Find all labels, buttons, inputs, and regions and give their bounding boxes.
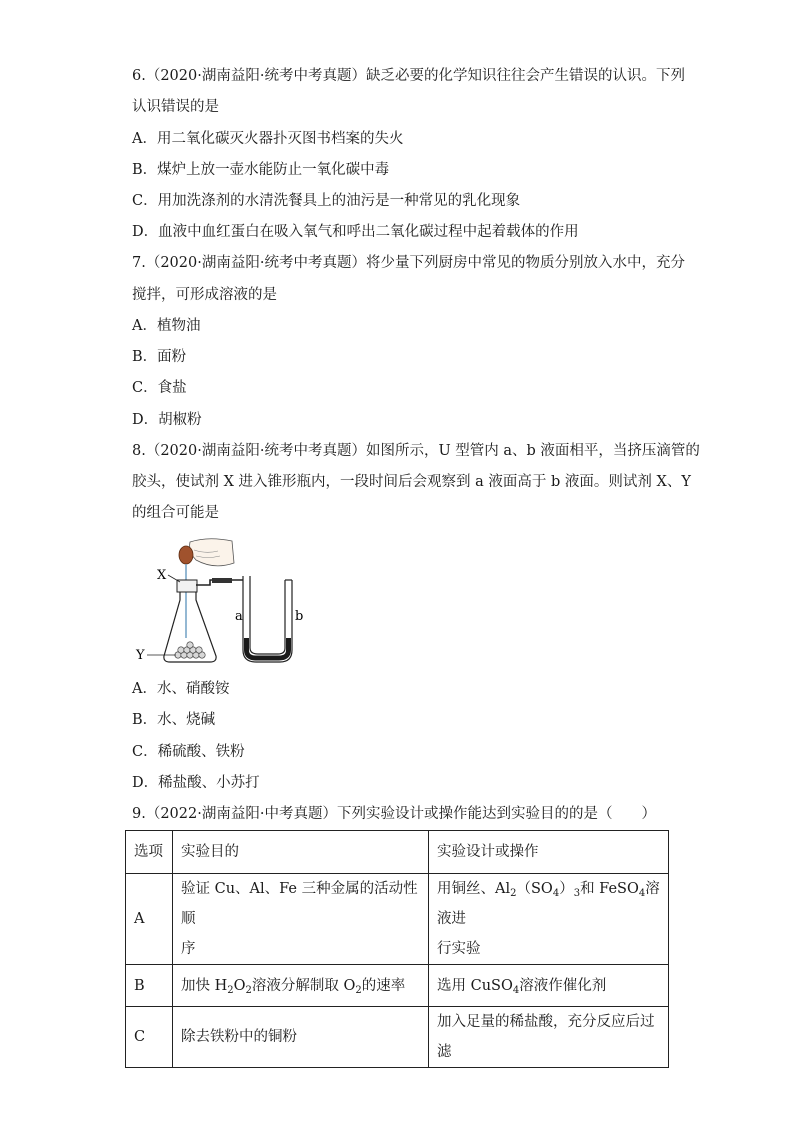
- table-row: [126, 1007, 669, 1068]
- apparatus-figure: [128, 538, 318, 668]
- row-a-option: A: [126, 874, 173, 965]
- row-c-design: 加入足量的稀盐酸，充分反应后过滤: [429, 1007, 669, 1068]
- q6-stem-line2: 认识错误的是: [132, 99, 219, 115]
- row-c-option: C: [126, 1007, 173, 1068]
- q6-option-b: B．煤炉上放一壶水能防止一氧化碳中毒: [132, 162, 390, 178]
- q6-stem-line1: 6.（2020·湖南益阳·统考中考真题）缺乏必要的化学知识往往会产生错误的认识。下列: [132, 68, 685, 84]
- row-b-purpose: 加快 $H_2O_2$溶液分解制取 $O_2$的速率: [173, 965, 429, 1007]
- q8-option-a: A．水、硝酸铵: [132, 681, 230, 697]
- table-row: [126, 965, 669, 1007]
- dropper-bulb: [179, 546, 193, 564]
- label-a: a: [235, 609, 243, 624]
- row-b-design: 选用 CuSO$_4$溶液作催化剂: [429, 965, 669, 1007]
- row-b-option: B: [126, 965, 173, 1007]
- label-y: Y: [136, 648, 145, 663]
- q7-option-c: C．食盐: [132, 380, 187, 396]
- row-a-design-line2: 行实验: [437, 941, 481, 957]
- row-c-purpose: 除去铁粉中的铜粉: [173, 1007, 429, 1068]
- header-purpose: 实验目的: [173, 831, 429, 874]
- q8-option-d: D．稀盐酸、小苏打: [132, 775, 260, 791]
- q7-stem-line1: 7.（2020·湖南益阳·统考中考真题）将少量下列厨房中常见的物质分别放入水中，充分: [132, 255, 685, 271]
- q8-stem-line3: 的组合可能是: [132, 505, 219, 521]
- label-b: b: [295, 609, 304, 624]
- q9-options-table: [125, 830, 669, 1068]
- q8-stem-line2: 胶头，使试剂 X 进入锥形瓶内，一段时间后会观察到 a 液面高于 b 液面。则试剂 X、Y: [132, 474, 691, 490]
- q7-option-b: B．面粉: [132, 349, 187, 365]
- table-header-row: [126, 831, 669, 874]
- u-tube-liquid: [247, 638, 289, 658]
- q8-option-b: B．水、烧碱: [132, 712, 216, 728]
- row-a-design-line1: 用铜丝、$Al_2(SO_4)_3$和 FeSO$_4$溶液进: [437, 881, 660, 927]
- q8-stem-line1: 8.（2020·湖南益阳·统考中考真题）如图所示，U 型管内 a、b 液面相平，当挤压滴管的: [132, 443, 700, 459]
- header-option: 选项: [126, 831, 173, 874]
- q6-option-d: D．血液中血红蛋白在吸入氧气和呼出二氧化碳过程中起着载体的作用: [132, 224, 579, 240]
- row-a-purpose-line2: 序: [181, 941, 196, 957]
- solid-y: [175, 642, 205, 658]
- q6-option-c: C．用加洗涤剂的水清洗餐具上的油污是一种常见的乳化现象: [132, 193, 521, 209]
- q7-option-a: A．植物油: [132, 318, 201, 334]
- header-design: 实验设计或操作: [429, 831, 669, 874]
- row-a-purpose: [173, 874, 429, 965]
- q7-stem-line2: 搅拌，可形成溶液的是: [132, 287, 277, 303]
- q9-stem: 9.（2022·湖南益阳·中考真题）下列实验设计或操作能达到实验目的的是（ ）: [132, 806, 656, 822]
- q6-option-a: A．用二氧化碳灭火器扑灭图书档案的失火: [132, 131, 404, 147]
- q8-option-c: C．稀硫酸、铁粉: [132, 744, 245, 760]
- row-a-design: [429, 874, 669, 965]
- row-a-purpose-line1: 验证 Cu、Al、Fe 三种金属的活动性顺: [181, 881, 418, 927]
- q7-option-d: D．胡椒粉: [132, 412, 202, 428]
- table-row: [126, 874, 669, 965]
- label-x: X: [157, 568, 167, 583]
